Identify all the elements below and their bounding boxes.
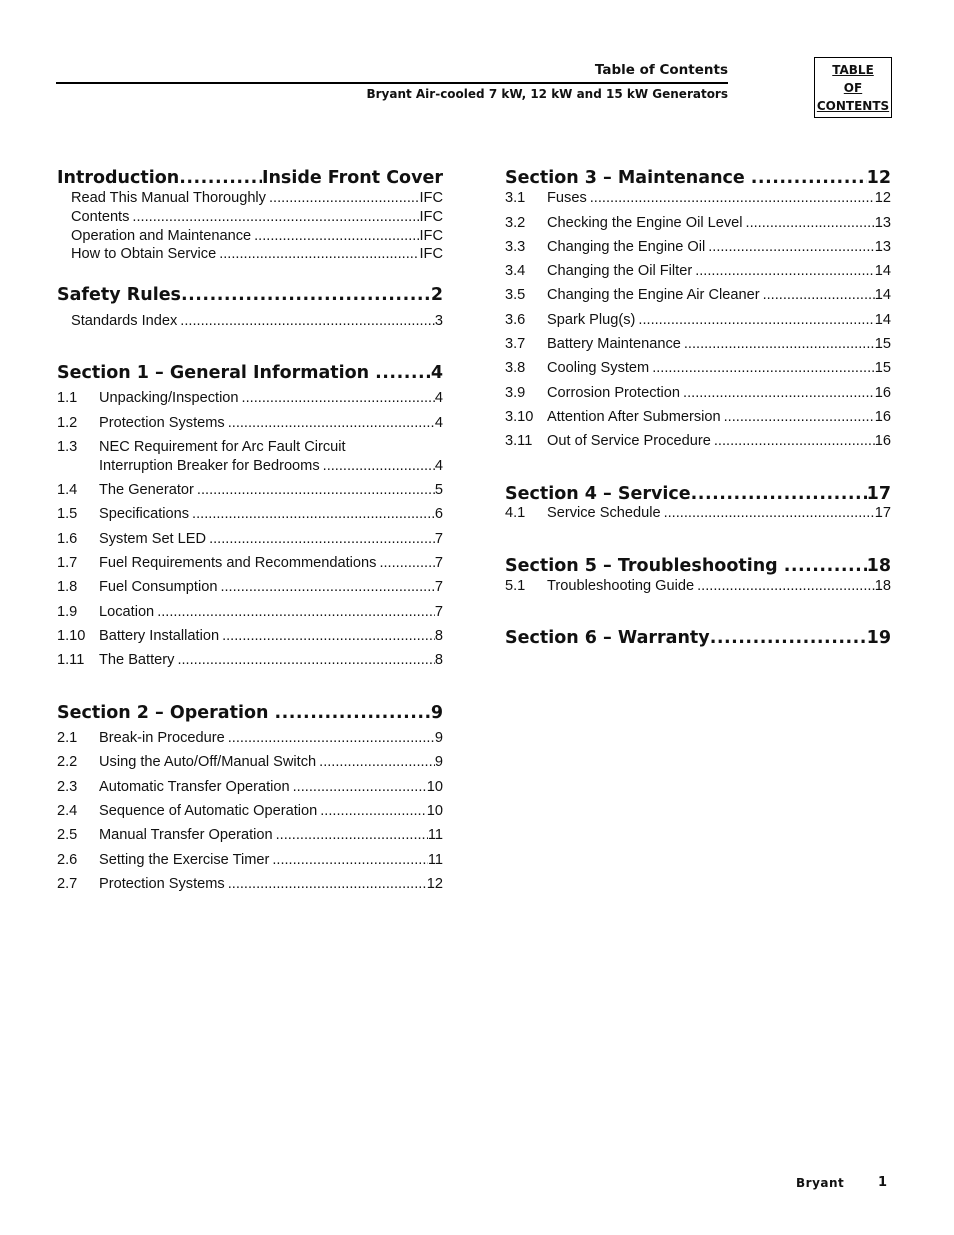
toc-heading-section-4[interactable] xyxy=(505,484,891,504)
toc-entry-continued[interactable] xyxy=(57,458,443,474)
entry-number: 3.6 xyxy=(505,312,526,328)
entry-number: 2.3 xyxy=(57,779,78,795)
heading-label: Section 6 – Warranty xyxy=(505,628,710,648)
entry-label: Changing the Engine Oil xyxy=(547,239,706,255)
heading-label: Section 3 – Maintenance xyxy=(505,168,745,188)
entry-label: Standards Index xyxy=(71,313,178,329)
leader-dots xyxy=(721,409,875,425)
entry-number: 3.5 xyxy=(505,287,526,303)
heading-page: 4 xyxy=(430,363,443,383)
toc-entry[interactable] xyxy=(57,803,443,819)
entry-page: 8 xyxy=(434,628,443,644)
entry-number: 2.2 xyxy=(57,754,78,770)
entry-number: 3.2 xyxy=(505,215,526,231)
entry-number: 1.2 xyxy=(57,415,78,431)
toc-entry[interactable] xyxy=(505,360,891,376)
page-header-title: Table of Contents xyxy=(594,62,728,78)
toc-entry[interactable] xyxy=(505,287,891,303)
toc-entry[interactable] xyxy=(505,336,891,352)
entry-page: 7 xyxy=(434,604,443,620)
entry-label: Battery Installation xyxy=(99,628,220,644)
leader-dots xyxy=(219,628,435,644)
entry-number: 5.1 xyxy=(505,578,526,594)
heading-page: 12 xyxy=(866,168,891,188)
heading-label: Section 2 – Operation xyxy=(57,703,269,723)
toc-entry[interactable] xyxy=(57,415,443,431)
entry-page: IFC xyxy=(419,246,443,262)
entry-label: Break-in Procedure xyxy=(99,730,225,746)
entry-page: 7 xyxy=(434,531,443,547)
entry-number: 3.4 xyxy=(505,263,526,279)
toc-entry[interactable] xyxy=(57,482,443,498)
entry-page: IFC xyxy=(419,209,443,225)
entry-number: 1.4 xyxy=(57,482,78,498)
toc-entry[interactable] xyxy=(57,439,443,455)
entry-number: 1.9 xyxy=(57,604,78,620)
leader-dots xyxy=(661,505,875,521)
leader-dots xyxy=(317,803,427,819)
toc-entry[interactable] xyxy=(505,433,891,449)
entry-label: Service Schedule xyxy=(547,505,661,521)
leader-dots xyxy=(649,360,875,376)
entry-page: 14 xyxy=(874,287,891,303)
leader-dots xyxy=(269,852,428,868)
entry-page: 9 xyxy=(434,730,443,746)
entry-number: 2.7 xyxy=(57,876,78,892)
table-of-contents-tab[interactable] xyxy=(814,57,892,118)
leader-dots xyxy=(189,506,435,522)
entry-label: Automatic Transfer Operation xyxy=(99,779,290,795)
toc-entry[interactable] xyxy=(57,579,443,595)
heading-page: Inside Front Cover xyxy=(261,168,443,188)
toc-entry[interactable] xyxy=(57,506,443,522)
heading-page: 2 xyxy=(430,285,443,305)
entry-label: Specifications xyxy=(99,506,190,522)
leader-dots xyxy=(743,215,875,231)
entry-label: Corrosion Protection xyxy=(547,385,681,401)
entry-page: 17 xyxy=(874,505,891,521)
entry-label: Cooling System xyxy=(547,360,650,376)
toc-entry[interactable] xyxy=(57,555,443,571)
leader-dots xyxy=(268,703,430,723)
entry-page: 4 xyxy=(434,415,443,431)
badge-line-2: OF xyxy=(843,81,863,95)
leader-dots xyxy=(181,285,431,305)
toc-heading-safety-rules[interactable] xyxy=(57,285,443,305)
toc-heading-section-2[interactable] xyxy=(57,703,443,723)
toc-heading-section-3[interactable] xyxy=(505,168,891,188)
leader-dots xyxy=(587,190,875,206)
entry-number: 1.7 xyxy=(57,555,78,571)
heading-label: Section 4 – Service xyxy=(505,484,691,504)
leader-dots xyxy=(376,555,434,571)
toc-entry[interactable] xyxy=(505,312,891,328)
entry-number: 1.8 xyxy=(57,579,78,595)
entry-number: 3.1 xyxy=(505,190,526,206)
entry-label: The Battery xyxy=(99,652,175,668)
toc-entry[interactable] xyxy=(57,313,443,329)
entry-number: 2.1 xyxy=(57,730,78,746)
entry-number: 3.10 xyxy=(505,409,534,425)
page-header-subtitle: Bryant Air-cooled 7 kW, 12 kW and 15 kW Generators xyxy=(366,87,728,101)
entry-label: Manual Transfer Operation xyxy=(99,827,273,843)
entry-label: System Set LED xyxy=(99,531,207,547)
entry-page: 11 xyxy=(427,827,443,843)
entry-page: 7 xyxy=(434,579,443,595)
leader-dots xyxy=(760,287,875,303)
entry-number: 1.6 xyxy=(57,531,78,547)
entry-page: 14 xyxy=(874,263,891,279)
entry-number: 3.8 xyxy=(505,360,526,376)
entry-label: Fuel Requirements and Recommendations xyxy=(99,555,377,571)
leader-dots xyxy=(206,531,435,547)
entry-label: Setting the Exercise Timer xyxy=(99,852,270,868)
leader-dots xyxy=(778,556,867,576)
leader-dots xyxy=(239,390,435,406)
entry-label: Spark Plug(s) xyxy=(547,312,636,328)
entry-number: 3.9 xyxy=(505,385,526,401)
leader-dots xyxy=(691,484,867,504)
entry-number: 1.11 xyxy=(57,652,85,668)
toc-entry[interactable] xyxy=(57,246,443,262)
leader-dots xyxy=(692,263,875,279)
leader-dots xyxy=(174,652,434,668)
entry-label: Changing the Engine Air Cleaner xyxy=(547,287,760,303)
badge-line-1: TABLE xyxy=(832,63,874,77)
entry-page: 8 xyxy=(434,652,443,668)
leader-dots xyxy=(129,209,419,225)
toc-entry[interactable] xyxy=(57,730,443,746)
entry-label: Using the Auto/Off/Manual Switch xyxy=(99,754,317,770)
entry-number: 1.1 xyxy=(57,390,78,406)
entry-page: 7 xyxy=(434,555,443,571)
entry-page: 10 xyxy=(426,803,443,819)
heading-page: 17 xyxy=(866,484,891,504)
header-rule xyxy=(56,82,728,84)
toc-entry[interactable] xyxy=(57,531,443,547)
heading-page: 9 xyxy=(430,703,443,723)
leader-dots xyxy=(251,228,419,244)
entry-page: 16 xyxy=(874,385,891,401)
footer-brand: Bryant xyxy=(796,1176,845,1190)
heading-page: 18 xyxy=(866,556,891,576)
toc-entry[interactable] xyxy=(57,779,443,795)
entry-label: Attention After Submersion xyxy=(547,409,721,425)
toc-entry[interactable] xyxy=(505,215,891,231)
toc-entry[interactable] xyxy=(505,578,891,594)
leader-dots xyxy=(194,482,435,498)
toc-entry[interactable] xyxy=(57,852,443,868)
entry-number: 2.6 xyxy=(57,852,78,868)
leader-dots xyxy=(745,168,867,188)
leader-dots xyxy=(694,578,875,594)
entry-page: 4 xyxy=(434,390,443,406)
toc-heading-section-1[interactable] xyxy=(57,363,443,383)
toc-heading-section-5[interactable] xyxy=(505,556,891,576)
badge-line-3: CONTENTS xyxy=(816,99,890,113)
toc-entry[interactable] xyxy=(57,390,443,406)
leader-dots xyxy=(177,313,435,329)
entry-page: 9 xyxy=(434,754,443,770)
entry-label: Fuel Consumption xyxy=(99,579,218,595)
toc-heading-section-6[interactable] xyxy=(505,628,891,648)
entry-page: 5 xyxy=(434,482,443,498)
entry-number: 1.3 xyxy=(57,439,78,455)
entry-label: Protection Systems xyxy=(99,876,225,892)
entry-label: Out of Service Procedure xyxy=(547,433,711,449)
leader-dots xyxy=(266,190,420,206)
entry-page: 11 xyxy=(427,852,443,868)
toc-entry[interactable] xyxy=(505,190,891,206)
entry-page: 16 xyxy=(874,433,891,449)
leader-dots xyxy=(635,312,874,328)
entry-page: 15 xyxy=(874,360,891,376)
entry-page: 12 xyxy=(426,876,443,892)
entry-page: 10 xyxy=(426,779,443,795)
leader-dots xyxy=(225,876,427,892)
entry-number: 2.5 xyxy=(57,827,78,843)
toc-entry[interactable] xyxy=(57,190,443,206)
entry-number: 3.3 xyxy=(505,239,526,255)
leader-dots xyxy=(710,628,867,648)
leader-dots xyxy=(225,730,435,746)
entry-number: 2.4 xyxy=(57,803,78,819)
leader-dots xyxy=(225,415,435,431)
entry-page: 12 xyxy=(874,190,891,206)
entry-page: IFC xyxy=(419,228,443,244)
entry-label: Changing the Oil Filter xyxy=(547,263,693,279)
entry-label: Fuses xyxy=(547,190,587,206)
toc-heading-introduction[interactable] xyxy=(57,168,443,188)
leader-dots xyxy=(216,246,419,262)
heading-label: Safety Rules xyxy=(57,285,181,305)
entry-page: IFC xyxy=(419,190,443,206)
page-number: 1 xyxy=(878,1175,888,1190)
entry-label: Location xyxy=(99,604,155,620)
entry-page: 6 xyxy=(434,506,443,522)
entry-label: How to Obtain Service xyxy=(71,246,217,262)
leader-dots xyxy=(316,754,435,770)
leader-dots xyxy=(179,168,262,188)
entry-page: 4 xyxy=(434,458,443,474)
leader-dots xyxy=(320,458,435,474)
entry-label: Battery Maintenance xyxy=(547,336,681,352)
entry-page: 13 xyxy=(874,215,891,231)
entry-label: Operation and Maintenance xyxy=(71,228,252,244)
entry-number: 3.7 xyxy=(505,336,526,352)
heading-label: Section 5 – Troubleshooting xyxy=(505,556,778,576)
entry-page: 18 xyxy=(874,578,891,594)
entry-label: The Generator xyxy=(99,482,194,498)
entry-label: Protection Systems xyxy=(99,415,225,431)
toc-entry[interactable] xyxy=(505,409,891,425)
leader-dots xyxy=(217,579,434,595)
toc-entry[interactable] xyxy=(57,754,443,770)
entry-page: 15 xyxy=(874,336,891,352)
entry-label: Checking the Engine Oil Level xyxy=(547,215,743,231)
entry-label: Unpacking/Inspection xyxy=(99,390,239,406)
toc-entry[interactable] xyxy=(57,827,443,843)
entry-label: Interruption Breaker for Bedrooms xyxy=(99,458,320,474)
leader-dots xyxy=(680,385,875,401)
leader-dots xyxy=(290,779,427,795)
entry-number: 1.5 xyxy=(57,506,78,522)
leader-dots xyxy=(681,336,875,352)
toc-entry[interactable] xyxy=(57,209,443,225)
toc-entry[interactable] xyxy=(57,604,443,620)
entry-label: Contents xyxy=(71,209,130,225)
leader-dots xyxy=(711,433,875,449)
toc-entry[interactable] xyxy=(57,876,443,892)
leader-dots xyxy=(273,827,428,843)
entry-page: 13 xyxy=(874,239,891,255)
toc-entry[interactable] xyxy=(57,228,443,244)
heading-label: Section 1 – General Information xyxy=(57,363,370,383)
leader-dots xyxy=(705,239,875,255)
leader-dots xyxy=(369,363,431,383)
toc-entry[interactable] xyxy=(505,385,891,401)
toc-entry[interactable] xyxy=(57,628,443,644)
heading-page: 19 xyxy=(866,628,891,648)
entry-number: 4.1 xyxy=(505,505,526,521)
toc-entry[interactable] xyxy=(505,263,891,279)
entry-page: 3 xyxy=(434,313,443,329)
toc-entry[interactable] xyxy=(57,652,443,668)
entry-page: 14 xyxy=(874,312,891,328)
entry-label: Sequence of Automatic Operation xyxy=(99,803,318,819)
entry-label: Troubleshooting Guide xyxy=(547,578,695,594)
entry-number: 1.10 xyxy=(57,628,86,644)
leader-dots xyxy=(154,604,435,620)
entry-number: 3.11 xyxy=(505,433,533,449)
entry-label: NEC Requirement for Arc Fault Circuit xyxy=(99,439,346,455)
entry-label: Read This Manual Thoroughly xyxy=(71,190,266,206)
toc-entry[interactable] xyxy=(505,505,891,521)
toc-entry[interactable] xyxy=(505,239,891,255)
entry-page: 16 xyxy=(874,409,891,425)
heading-label: Introduction xyxy=(57,168,180,188)
